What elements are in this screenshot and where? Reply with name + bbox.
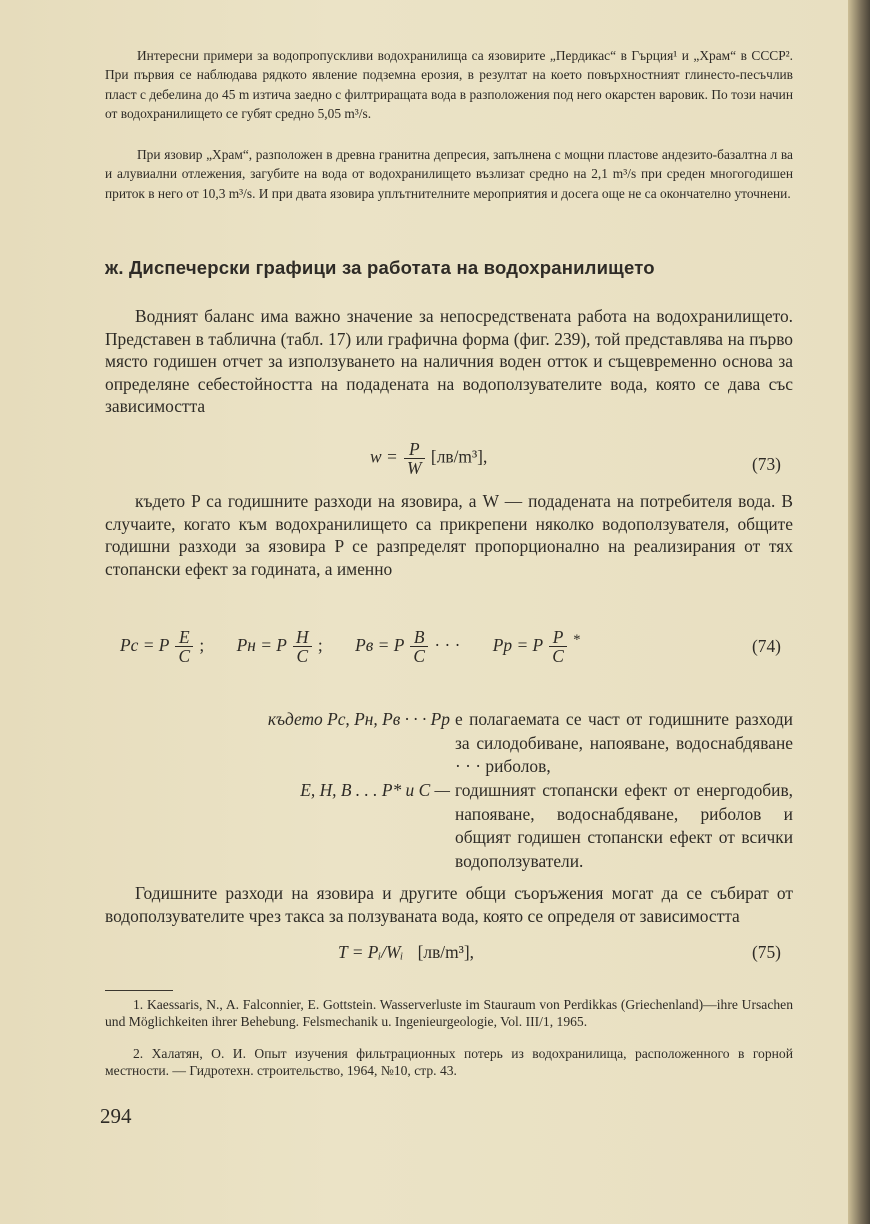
body-paragraph-1: Водният баланс има важно значение за непосредствената работа на водохранилището. Представен в таблична (табл. 17) или графична форма (фиг. 239), той представлява на първо място годишен отчет за използуването на наличния воден отток и същевременно основа за определяне себестойността на подадената на водоползувателите вода, която се дава със зависимостта bbox=[105, 306, 793, 417]
definition-term-1: където Pс, Pн, Pв · · · Pр bbox=[267, 709, 450, 729]
eq74-t1-num: E bbox=[175, 628, 193, 647]
eq73-number: (73) bbox=[752, 454, 781, 474]
book-spine-edge bbox=[848, 0, 870, 1224]
eq74-t1-lhs: Pс = P bbox=[120, 634, 170, 655]
eq74-t1-sep: ; bbox=[199, 634, 205, 655]
equation-74 bbox=[120, 628, 580, 665]
equation-75 bbox=[338, 942, 474, 963]
eq74-t2-den: C bbox=[296, 646, 309, 666]
eq74-number: (74) bbox=[752, 636, 781, 656]
eq74-term-1 bbox=[120, 627, 209, 666]
eq74-term-4 bbox=[492, 627, 581, 666]
eq74-t4-num: P bbox=[549, 628, 567, 647]
definition-desc-2: годишният стопански ефект от енергодобив, напояване, водоснабдяване, риболов и общият годишен стопански ефект от всички водоползуватели. bbox=[455, 780, 793, 872]
eq74-t4-lhs: Pр = P bbox=[492, 634, 543, 655]
eq74-t4-frac bbox=[549, 628, 567, 665]
eq74-term-2 bbox=[236, 627, 327, 666]
page-number: 294 bbox=[100, 1104, 132, 1128]
eq74-t2-num: H bbox=[293, 628, 312, 647]
eq74-t2-sep: ; bbox=[317, 634, 323, 655]
definition-desc-1: е полагаемата се част от годишните разходи за силодобиване, напояване, водоснабдяване · · · риболов, bbox=[455, 709, 793, 777]
eq74-t3-frac bbox=[410, 628, 428, 665]
eq74-t2-frac bbox=[293, 628, 312, 665]
eq74-t3-num: B bbox=[410, 628, 428, 647]
eq75-expr: T = Pᵢ/Wᵢ bbox=[338, 942, 404, 962]
eq74-t3-sep: · · · bbox=[434, 634, 461, 655]
intro-paragraph-2: При язовир „Храм“, разположен в древна гранитна депресия, запълнена с мощни пластове андезито-базалтна л ва и алувиални отлежения, загубите на вода от водохранилището възлизат средно на 2,1 m³/s при среден многогодишен приток в него от 10,3 m³/s. И при двата язовира уплътнителните мероприятия и досега още не са окончателно уточнени. bbox=[105, 147, 793, 201]
eq75-number: (75) bbox=[752, 942, 781, 962]
body-paragraph-3: Годишните разходи на язовира и другите общи съоръжения могат да се събират от водоползувателите чрез такса за ползуваната вода, която се определя от зависимостта bbox=[105, 883, 793, 926]
body-paragraph-2: където P са годишните разходи на язовира, а W — подадената на потребителя вода. В случаите, когато към водохранилището са прикрепени няколко водоползувателя, общите годишни разходи за язовира P се разпределят пропорционално на реализирания от тях стопански ефект за годината, а именно bbox=[105, 491, 793, 579]
equation-73 bbox=[370, 440, 487, 477]
eq74-term-3 bbox=[355, 627, 465, 666]
eq74-t3-lhs: Pв = P bbox=[355, 634, 405, 655]
footnote-separator bbox=[105, 990, 173, 991]
eq74-t3-den: C bbox=[413, 646, 425, 666]
eq74-t1-den: C bbox=[178, 646, 191, 666]
eq74-t1-frac bbox=[175, 628, 193, 665]
definition-term-2: E, H, B . . . P* и C — bbox=[300, 780, 450, 800]
eq73-lhs: w = bbox=[370, 446, 398, 467]
eq74-t4-sep: * bbox=[573, 631, 581, 648]
section-heading: ж. Диспечерски графици за работата на водохранилището bbox=[105, 257, 655, 278]
eq73-numerator: P bbox=[404, 440, 425, 459]
footnote-2: 2. Халатян, О. И. Опыт изучения фильтрационных потерь из водохранилища, расположенного в горной местности. — Гидротехн. строительство, 1964, №10, стр. 43. bbox=[105, 1046, 793, 1078]
eq73-fraction bbox=[404, 440, 425, 477]
intro-paragraph-1: Интересни примери за водопропускливи водохранилища са язовирите „Пердикас“ в Гърция¹ и „Храм“ в СССР². При първия се наблюдава рядкото явление подземна ерозия, в резултат на което повърхностният глинесто-песъчлив пласт с дебелина до 45 m изтича заедно с филтриращата вода в разположения под него окарстен варовик. По този начин от водохранилището се губят средно 5,05 m³/s. bbox=[105, 48, 793, 121]
eq75-unit: [лв/m³], bbox=[417, 942, 474, 962]
eq74-t2-lhs: Pн = P bbox=[236, 634, 287, 655]
eq74-t4-den: C bbox=[552, 646, 564, 666]
eq73-unit: [лв/m³], bbox=[430, 446, 488, 467]
eq73-denominator: W bbox=[407, 458, 422, 478]
footnote-1: 1. Kaessaris, N., A. Falconnier, E. Gottstein. Wasserverluste im Stauraum von Perdikkas (Griechenland)—ihre Ursachen und Möglichkeiten ihrer Behebung. Felsmechanik u. Ingenieurgeologie, Vol. III/1, 1965. bbox=[105, 997, 793, 1029]
